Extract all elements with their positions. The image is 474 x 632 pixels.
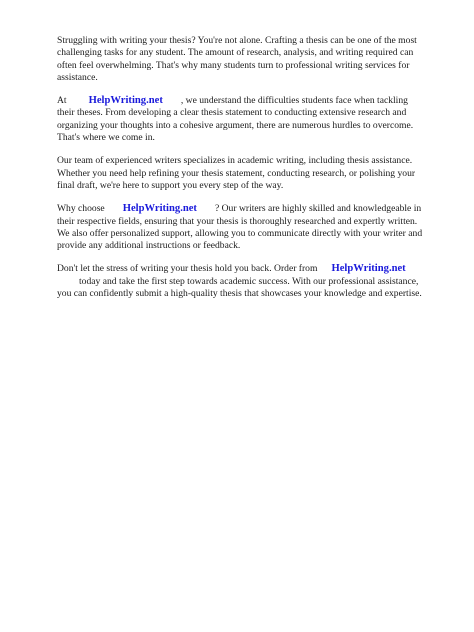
order-body-text: today and take the first step towards academic success. With our professional assistance, you can confidently submit a high-quality thesis that showcases your knowledge and expertise.	[57, 275, 422, 300]
order-paragraph	[57, 263, 427, 300]
order-lead-text: Don't let the stress of writing your thesis hold you back. Order from	[57, 263, 318, 275]
team-paragraph: Our team of experienced writers specializes in academic writing, including thesis assistance. Whether you need help refining your thesis statement, conducting research, or polishing your final draft, we're here to support you every step of the way.	[57, 155, 416, 191]
why-choose-paragraph	[57, 203, 427, 252]
helpwriting-link-2[interactable]: HelpWriting.net	[122, 203, 197, 215]
intro-paragraph: Struggling with writing your thesis? You're not alone. Crafting a thesis can be one of the most challenging tasks for any student. The amount of research, analysis, and writing required can often feel overwhelming. That's why many students turn to professional writing services for assistance.	[57, 35, 417, 83]
about-body-text: , we understand the difficulties students face when tackling their theses. From developing a clear thesis statement to conducting extensive research and organizing your thoughts into a cohesive argument, there are numerous hurdles to overcome. That's where we come in.	[57, 95, 414, 144]
about-paragraph	[57, 95, 427, 144]
document-page	[57, 35, 427, 311]
helpwriting-link-1[interactable]: HelpWriting.net	[88, 95, 163, 107]
helpwriting-link-3[interactable]: HelpWriting.net	[331, 263, 406, 275]
why-choose-lead-text: Why choose	[57, 203, 105, 215]
about-lead-text: At	[57, 95, 67, 107]
why-choose-body-text: ? Our writers are highly skilled and knowledgeable in their respective fields, ensuring that your thesis is thoroughly researched and expertly written. We also offer personalized support, allowing you to communicate directly with your writer and provide any additional instructions or feedback.	[57, 203, 423, 252]
